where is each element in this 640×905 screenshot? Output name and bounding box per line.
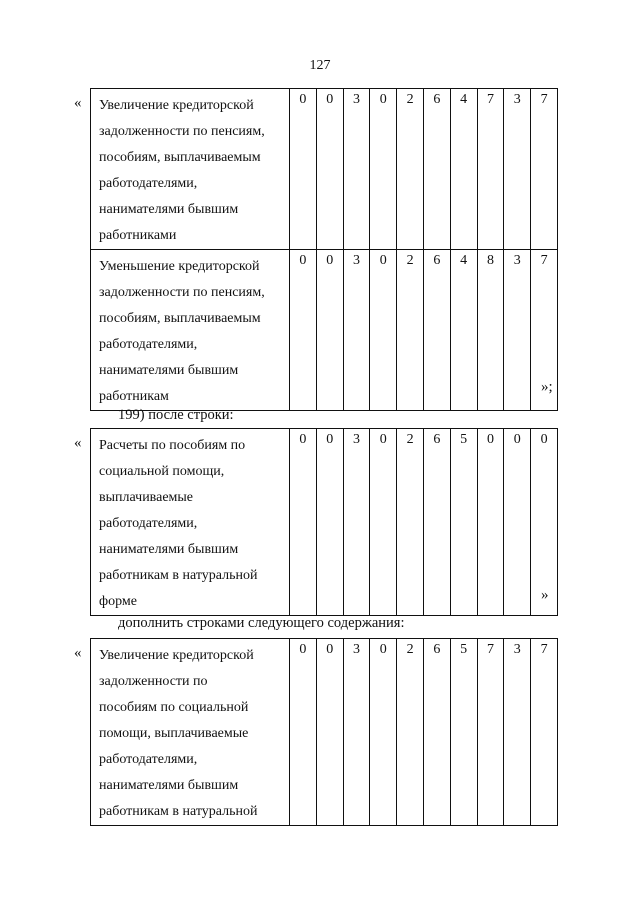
description-line: работниками <box>99 228 177 243</box>
code-digit: 0 <box>370 639 397 826</box>
code-digit: 0 <box>316 250 343 411</box>
row-description <box>91 429 290 616</box>
code-table-3 <box>90 638 558 826</box>
paragraph-after-row: 199) после строки: <box>118 407 234 423</box>
table-row <box>91 89 558 250</box>
code-digit: 7 <box>477 89 504 250</box>
code-digit: 7 <box>531 250 558 411</box>
code-digit: 0 <box>370 250 397 411</box>
code-digit: 0 <box>290 89 317 250</box>
description-line: нанимателями бывшим <box>99 363 239 378</box>
code-digit: 6 <box>423 89 450 250</box>
closing-quote: »; <box>541 379 553 395</box>
row-description <box>91 639 290 826</box>
description-line: работодателями, <box>99 516 198 531</box>
code-digit: 0 <box>370 89 397 250</box>
opening-quote: « <box>74 95 82 111</box>
description-line: выплачиваемые <box>99 490 194 505</box>
row-description <box>91 89 290 250</box>
description-line: пособиям, выплачиваемым <box>99 311 261 326</box>
code-digit: 6 <box>423 429 450 616</box>
code-digit: 2 <box>397 429 424 616</box>
code-digit: 7 <box>531 89 558 250</box>
description-line: Увеличение кредиторской <box>99 648 254 663</box>
description-line: задолженности по пенсиям, <box>99 124 265 139</box>
description-line: задолженности по пенсиям, <box>99 285 265 300</box>
row-description <box>91 250 290 411</box>
opening-quote: « <box>74 435 82 451</box>
description-line: нанимателями бывшим <box>99 202 239 217</box>
code-digit: 2 <box>397 250 424 411</box>
description-line: работникам <box>99 389 169 404</box>
description-line: работодателями, <box>99 337 198 352</box>
code-digit: 3 <box>504 89 531 250</box>
code-digit: 7 <box>477 639 504 826</box>
code-digit: 0 <box>290 639 317 826</box>
code-digit: 0 <box>370 429 397 616</box>
code-digit: 0 <box>531 429 558 616</box>
code-digit: 5 <box>450 639 477 826</box>
description-line: задолженности по <box>99 674 208 689</box>
page-number: 127 <box>309 58 331 73</box>
code-digit: 3 <box>343 89 370 250</box>
code-digit: 0 <box>477 429 504 616</box>
code-digit: 0 <box>290 429 317 616</box>
code-digit: 6 <box>423 250 450 411</box>
code-digit: 0 <box>316 639 343 826</box>
code-digit: 0 <box>504 429 531 616</box>
description-line: форме <box>99 594 137 609</box>
description-line: работникам в натуральной <box>99 804 258 819</box>
code-digit: 6 <box>423 639 450 826</box>
description-line: нанимателями бывшим <box>99 778 239 793</box>
code-table-1 <box>90 88 558 411</box>
description-line: Расчеты по пособиям по <box>99 438 246 453</box>
paragraph-add-rows: дополнить строками следующего содержания: <box>118 615 405 631</box>
description-line: работодателями, <box>99 176 198 191</box>
description-line: нанимателями бывшим <box>99 542 239 557</box>
table-row <box>91 639 558 826</box>
code-digit: 0 <box>316 429 343 616</box>
code-digit: 3 <box>343 250 370 411</box>
code-digit: 8 <box>477 250 504 411</box>
description-line: работникам в натуральной <box>99 568 258 583</box>
code-digit: 2 <box>397 639 424 826</box>
code-table-2 <box>90 428 558 616</box>
description-line: Уменьшение кредиторской <box>99 259 260 274</box>
code-digit: 3 <box>343 639 370 826</box>
code-digit: 3 <box>343 429 370 616</box>
description-line: пособиям, выплачиваемым <box>99 150 261 165</box>
code-digit: 4 <box>450 89 477 250</box>
opening-quote: « <box>74 645 82 661</box>
code-digit: 3 <box>504 639 531 826</box>
description-line: социальной помощи, <box>99 464 225 479</box>
table-row <box>91 429 558 616</box>
code-digit: 0 <box>316 89 343 250</box>
description-line: работодателями, <box>99 752 198 767</box>
code-digit: 2 <box>397 89 424 250</box>
code-digit: 5 <box>450 429 477 616</box>
code-digit: 7 <box>531 639 558 826</box>
code-digit: 0 <box>290 250 317 411</box>
table-row <box>91 250 558 411</box>
code-digit: 4 <box>450 250 477 411</box>
description-line: Увеличение кредиторской <box>99 98 254 113</box>
description-line: пособиям по социальной <box>99 700 249 715</box>
description-line: помощи, выплачиваемые <box>99 726 249 741</box>
code-digit: 3 <box>504 250 531 411</box>
closing-quote: » <box>541 587 549 603</box>
